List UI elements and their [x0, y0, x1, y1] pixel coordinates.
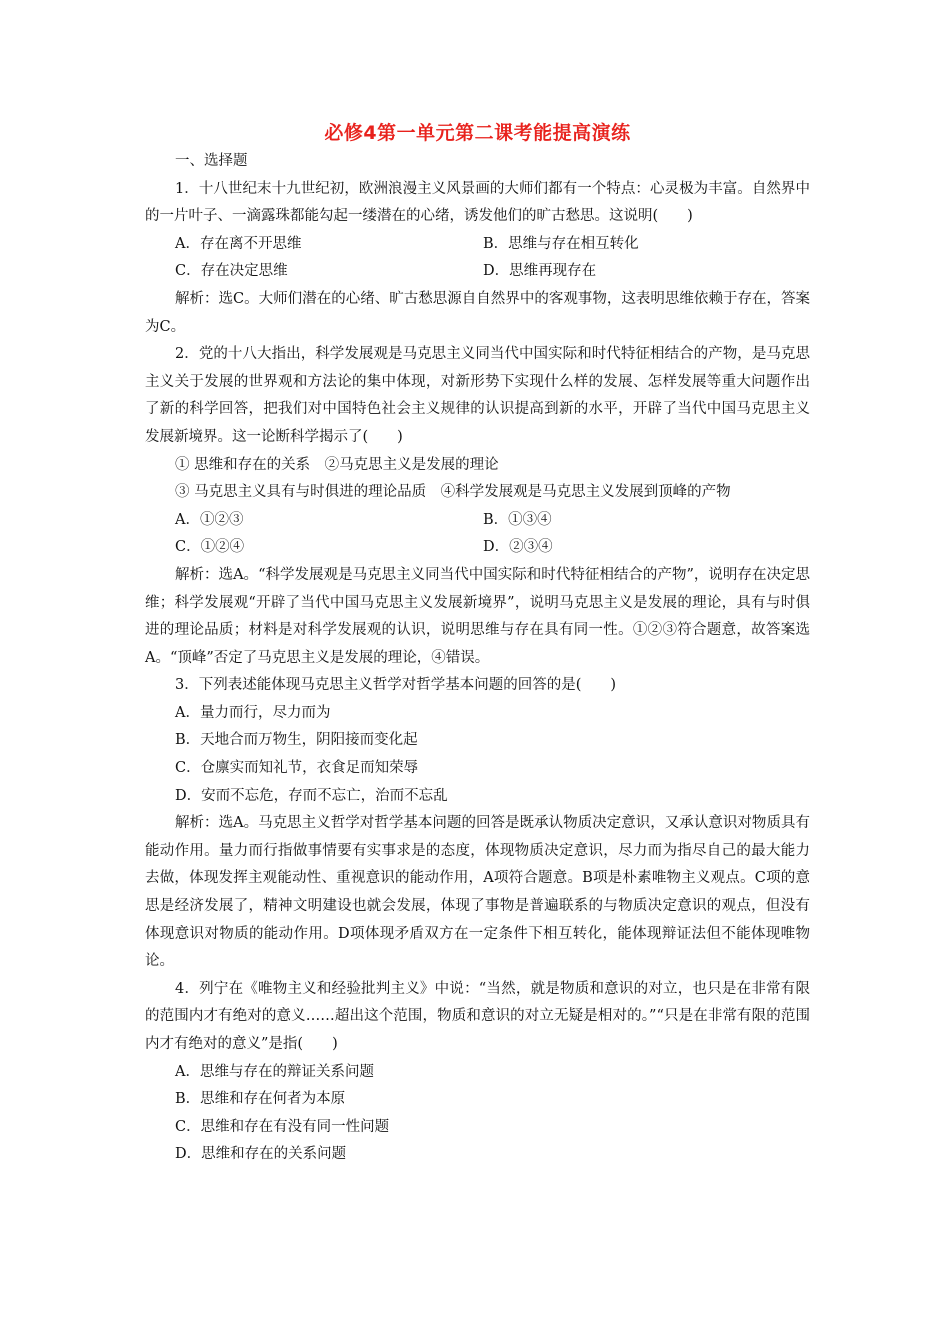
option-d: D．思维再现存在 — [483, 263, 597, 280]
option-d: D．安而不忘危，存而不忘亡，治而不忘乱 — [175, 787, 448, 804]
option-d: D．②③④ — [483, 539, 553, 556]
option-row — [145, 231, 810, 259]
statement-line: ③ 马克思主义具有与时俱进的理论品质 ④科学发展观是马克思主义发展到顶峰的产物 — [175, 484, 731, 501]
option-a: A．量力而行，尽力而为 — [175, 704, 331, 721]
option-b: B．思维和存在何者为本原 — [175, 1091, 346, 1108]
option-d: D．思维和存在的关系问题 — [175, 1146, 347, 1163]
option-b: B．①③④ — [483, 511, 552, 528]
analysis: 解析：选A。“科学发展观是马克思主义同当代中国实际和时代特征相结合的产物”，说明存在决定思维；科学发展观“开辟了当代中国马克思主义发展新境界”，说明马克思主义是发展的理论，具有与时俱进的理论品质；材料是对科学发展观的认识，说明思维与存在具有同一性。①②③符合题意，故答案选A。“顶峰”否定了马克思主义是发展的理论，④错误。 — [145, 566, 810, 666]
section-heading: 一、选择题 — [175, 153, 248, 169]
question-4 — [145, 976, 810, 1169]
option-a: A．存在离不开思维 — [175, 235, 302, 252]
option-c: C．①②④ — [175, 539, 245, 556]
question-2 — [145, 341, 810, 672]
option-c: C．思维和存在有没有同一性问题 — [175, 1118, 390, 1135]
option-b: B．思维与存在相互转化 — [483, 235, 639, 252]
question-stem: 4．列宁在《唯物主义和经验批判主义》中说：“当然，就是物质和意识的对立，也只是在非常有限的范围内才有绝对的意义……超出这个范围，物质和意识的对立无疑是相对的。”“只是在非常有限的范围内才有绝对的意义”是指( ) — [145, 980, 810, 1052]
option-b: B．天地合而万物生，阴阳接而变化起 — [175, 732, 418, 749]
option-row — [145, 258, 810, 286]
option-c: C．仓廪实而知礼节，衣食足而知荣辱 — [175, 760, 419, 777]
document-page — [145, 118, 810, 1169]
option-a: A．思维与存在的辩证关系问题 — [175, 1063, 374, 1080]
question-1 — [145, 176, 810, 342]
question-stem: 3．下列表述能体现马克思主义哲学对哲学基本问题的回答的是( ) — [175, 677, 617, 694]
option-row — [145, 507, 810, 535]
statement-line: ① 思维和存在的关系 ②马克思主义是发展的理论 — [175, 456, 499, 473]
question-stem: 1．十八世纪末十九世纪初，欧洲浪漫主义风景画的大师们都有一个特点：心灵极为丰富。自然界中的一片叶子、一滴露珠都能勾起一缕潜在的心绪，诱发他们的旷古愁思。这说明( ) — [145, 180, 810, 225]
analysis: 解析：选A。马克思主义哲学对哲学基本问题的回答是既承认物质决定意识，又承认意识对物质具有能动作用。量力而行指做事情要有实事求是的态度，体现物质决定意识，尽力而为指尽自己的最大能力去做，体现发挥主观能动性、重视意识的能动作用，A项符合题意。B项是朴素唯物主义观点。C项的意思是经济发展了，精神文明建设也就会发展，体现了事物是普遍联系的与物质决定意识的观点，但没有体现意识对物质的能动作用。D项体现矛盾双方在一定条件下相互转化，能体现辩证法但不能体现唯物论。 — [145, 815, 810, 970]
option-c: C．存在决定思维 — [175, 263, 288, 280]
question-stem: 2．党的十八大指出，科学发展观是马克思主义同当代中国实际和时代特征相结合的产物，是马克思主义关于发展的世界观和方法论的集中体现，对新形势下实现什么样的发展、怎样发展等重大问题作出了新的科学回答，把我们对中国特色社会主义规律的认识提高到新的水平，开辟了当代中国马克思主义发展新境界。这一论断科学揭示了( ) — [145, 346, 810, 445]
option-a: A．①②③ — [175, 511, 244, 528]
question-3 — [145, 672, 810, 976]
option-row — [145, 534, 810, 562]
page-title: 必修4第一单元第二课考能提高演练 — [324, 122, 631, 144]
analysis: 解析：选C。大师们潜在的心绪、旷古愁思源自自然界中的客观事物，这表明思维依赖于存在，答案为C。 — [145, 290, 810, 335]
